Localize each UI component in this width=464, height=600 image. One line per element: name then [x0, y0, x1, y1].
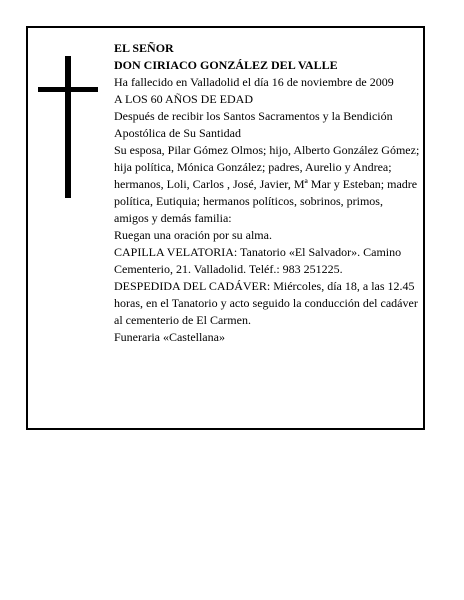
age-line: A LOS 60 AÑOS DE EDAD [114, 92, 254, 106]
cross-vertical-bar [65, 56, 71, 198]
funeral-home: Funeraria «Castellana» [114, 330, 225, 344]
notice-text [114, 40, 420, 346]
death-announcement: Ha fallecido en Valladolid el día 16 de noviembre de 2009 [114, 75, 394, 89]
cross-horizontal-bar [38, 87, 98, 92]
notice-title-name: DON CIRIACO GONZÁLEZ DEL VALLE [114, 58, 338, 72]
notice-title-line1: EL SEÑOR [114, 41, 174, 55]
cross-icon [38, 56, 98, 198]
prayer-request: Ruegan una oración por su alma. [114, 228, 272, 242]
obituary-notice [26, 26, 425, 430]
farewell-info: DESPEDIDA DEL CADÁVER: Miércoles, día 18, a las 12.45 horas, en el Tanatorio y acto seguido la conducción del cadáver al cementerio de El Carmen. [114, 279, 418, 327]
sacraments-line: Después de recibir los Santos Sacramentos y la Bendición Apostólica de Su Santidad [114, 109, 393, 140]
chapel-info: CAPILLA VELATORIA: Tanatorio «El Salvador». Camino Cementerio, 21. Valladolid. Teléf.: 983 251225. [114, 245, 402, 276]
family-list: Su esposa, Pilar Gómez Olmos; hijo, Alberto González Gómez; hija política, Mónica González; padres, Aurelio y Andrea; hermanos, Loli, Carlos , José, Javier, Mª Mar y Esteban; madre política, Eutiquia; hermanos políticos, sobrinos, primos, amigos y demás familia: [114, 143, 420, 225]
